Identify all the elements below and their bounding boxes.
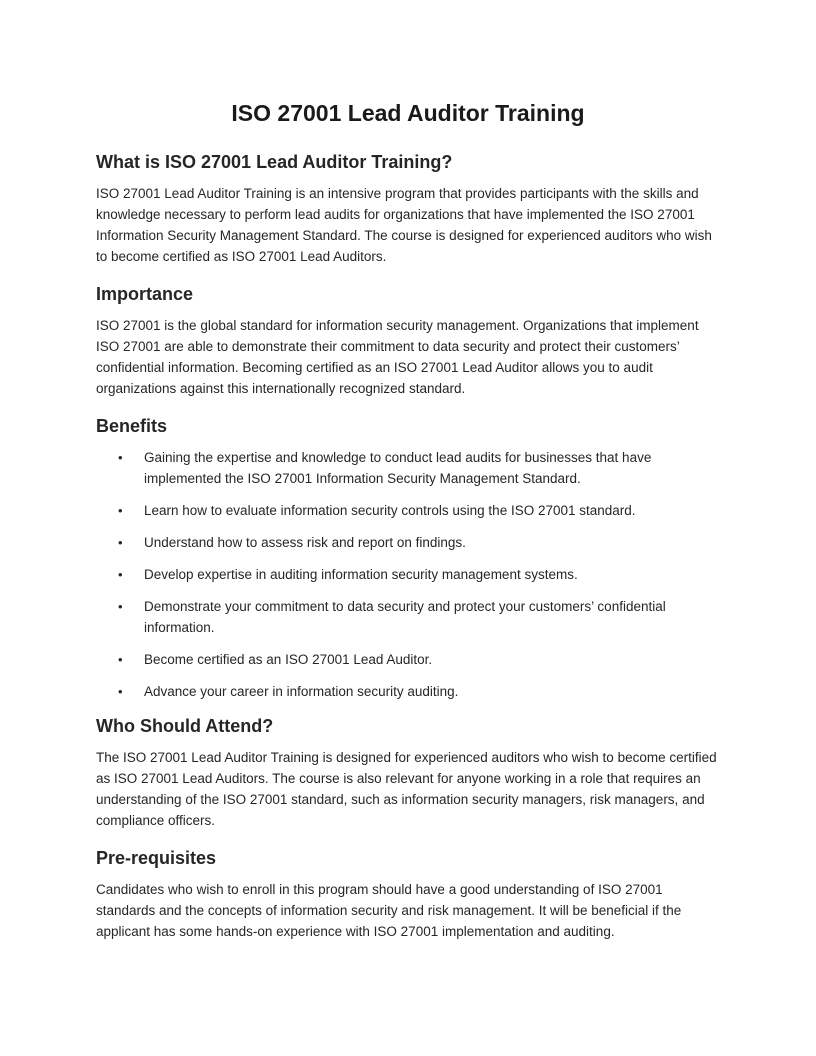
list-item — [96, 447, 720, 489]
section-prerequisites — [96, 845, 720, 942]
list-item — [96, 500, 720, 521]
section-heading-who-should-attend: Who Should Attend? — [96, 716, 274, 736]
list-item — [96, 649, 720, 670]
section-heading-benefits: Benefits — [96, 416, 168, 436]
bullet-icon: • — [118, 535, 123, 550]
section-heading-what-is: What is ISO 27001 Lead Auditor Training? — [96, 152, 453, 172]
benefits-list — [96, 447, 720, 702]
section-what-is — [96, 149, 720, 267]
list-item-text: Demonstrate your commitment to data security and protect your customers’ confidential information. — [144, 599, 666, 635]
bullet-icon: • — [118, 503, 123, 518]
list-item-text: Develop expertise in auditing information security management systems. — [144, 567, 578, 582]
section-body-who-should-attend: The ISO 27001 Lead Auditor Training is designed for experienced auditors who wish to become certified as ISO 27001 Lead Auditors. The course is also relevant for anyone working in a role that requires an understanding of the ISO 27001 standard, such as information security managers, risk managers, and compliance officers. — [96, 750, 717, 828]
section-importance — [96, 281, 720, 399]
bullet-icon: • — [118, 652, 123, 667]
list-item — [96, 596, 720, 638]
page-title: ISO 27001 Lead Auditor Training — [231, 100, 585, 126]
list-item-text: Gaining the expertise and knowledge to conduct lead audits for businesses that have implemented the ISO 27001 Information Security Management Standard. — [144, 450, 652, 486]
section-benefits — [96, 413, 720, 702]
list-item-text: Learn how to evaluate information security controls using the ISO 27001 standard. — [144, 503, 636, 518]
section-heading-prerequisites: Pre-requisites — [96, 848, 217, 868]
list-item-text: Become certified as an ISO 27001 Lead Auditor. — [144, 652, 433, 667]
list-item-text: Understand how to assess risk and report on findings. — [144, 535, 466, 550]
bullet-icon: • — [118, 684, 123, 699]
list-item-text: Advance your career in information security auditing. — [144, 684, 459, 699]
section-who-should-attend — [96, 713, 720, 831]
bullet-icon: • — [118, 599, 123, 614]
list-item — [96, 681, 720, 702]
list-item — [96, 532, 720, 553]
section-body-what-is: ISO 27001 Lead Auditor Training is an intensive program that provides participants with the skills and knowledge necessary to perform lead audits for organizations that have implemented the ISO 27001 Information Security Management Standard. The course is designed for experienced auditors who wish to become certified as ISO 27001 Lead Auditors. — [96, 186, 712, 264]
bullet-icon: • — [118, 567, 123, 582]
section-body-importance: ISO 27001 is the global standard for information security management. Organizations that implement ISO 27001 are able to demonstrate their commitment to data security and protect their customers’ confidential information. Becoming certified as an ISO 27001 Lead Auditor allows you to audit organizations against this internationally recognized standard. — [96, 318, 699, 396]
section-body-prerequisites: Candidates who wish to enroll in this program should have a good understanding of ISO 27001 standards and the concepts of information security and risk management. It will be beneficial if the applicant has some hands-on experience with ISO 27001 implementation and auditing. — [96, 882, 682, 939]
section-heading-importance: Importance — [96, 284, 194, 304]
list-item — [96, 564, 720, 585]
bullet-icon: • — [118, 450, 123, 465]
